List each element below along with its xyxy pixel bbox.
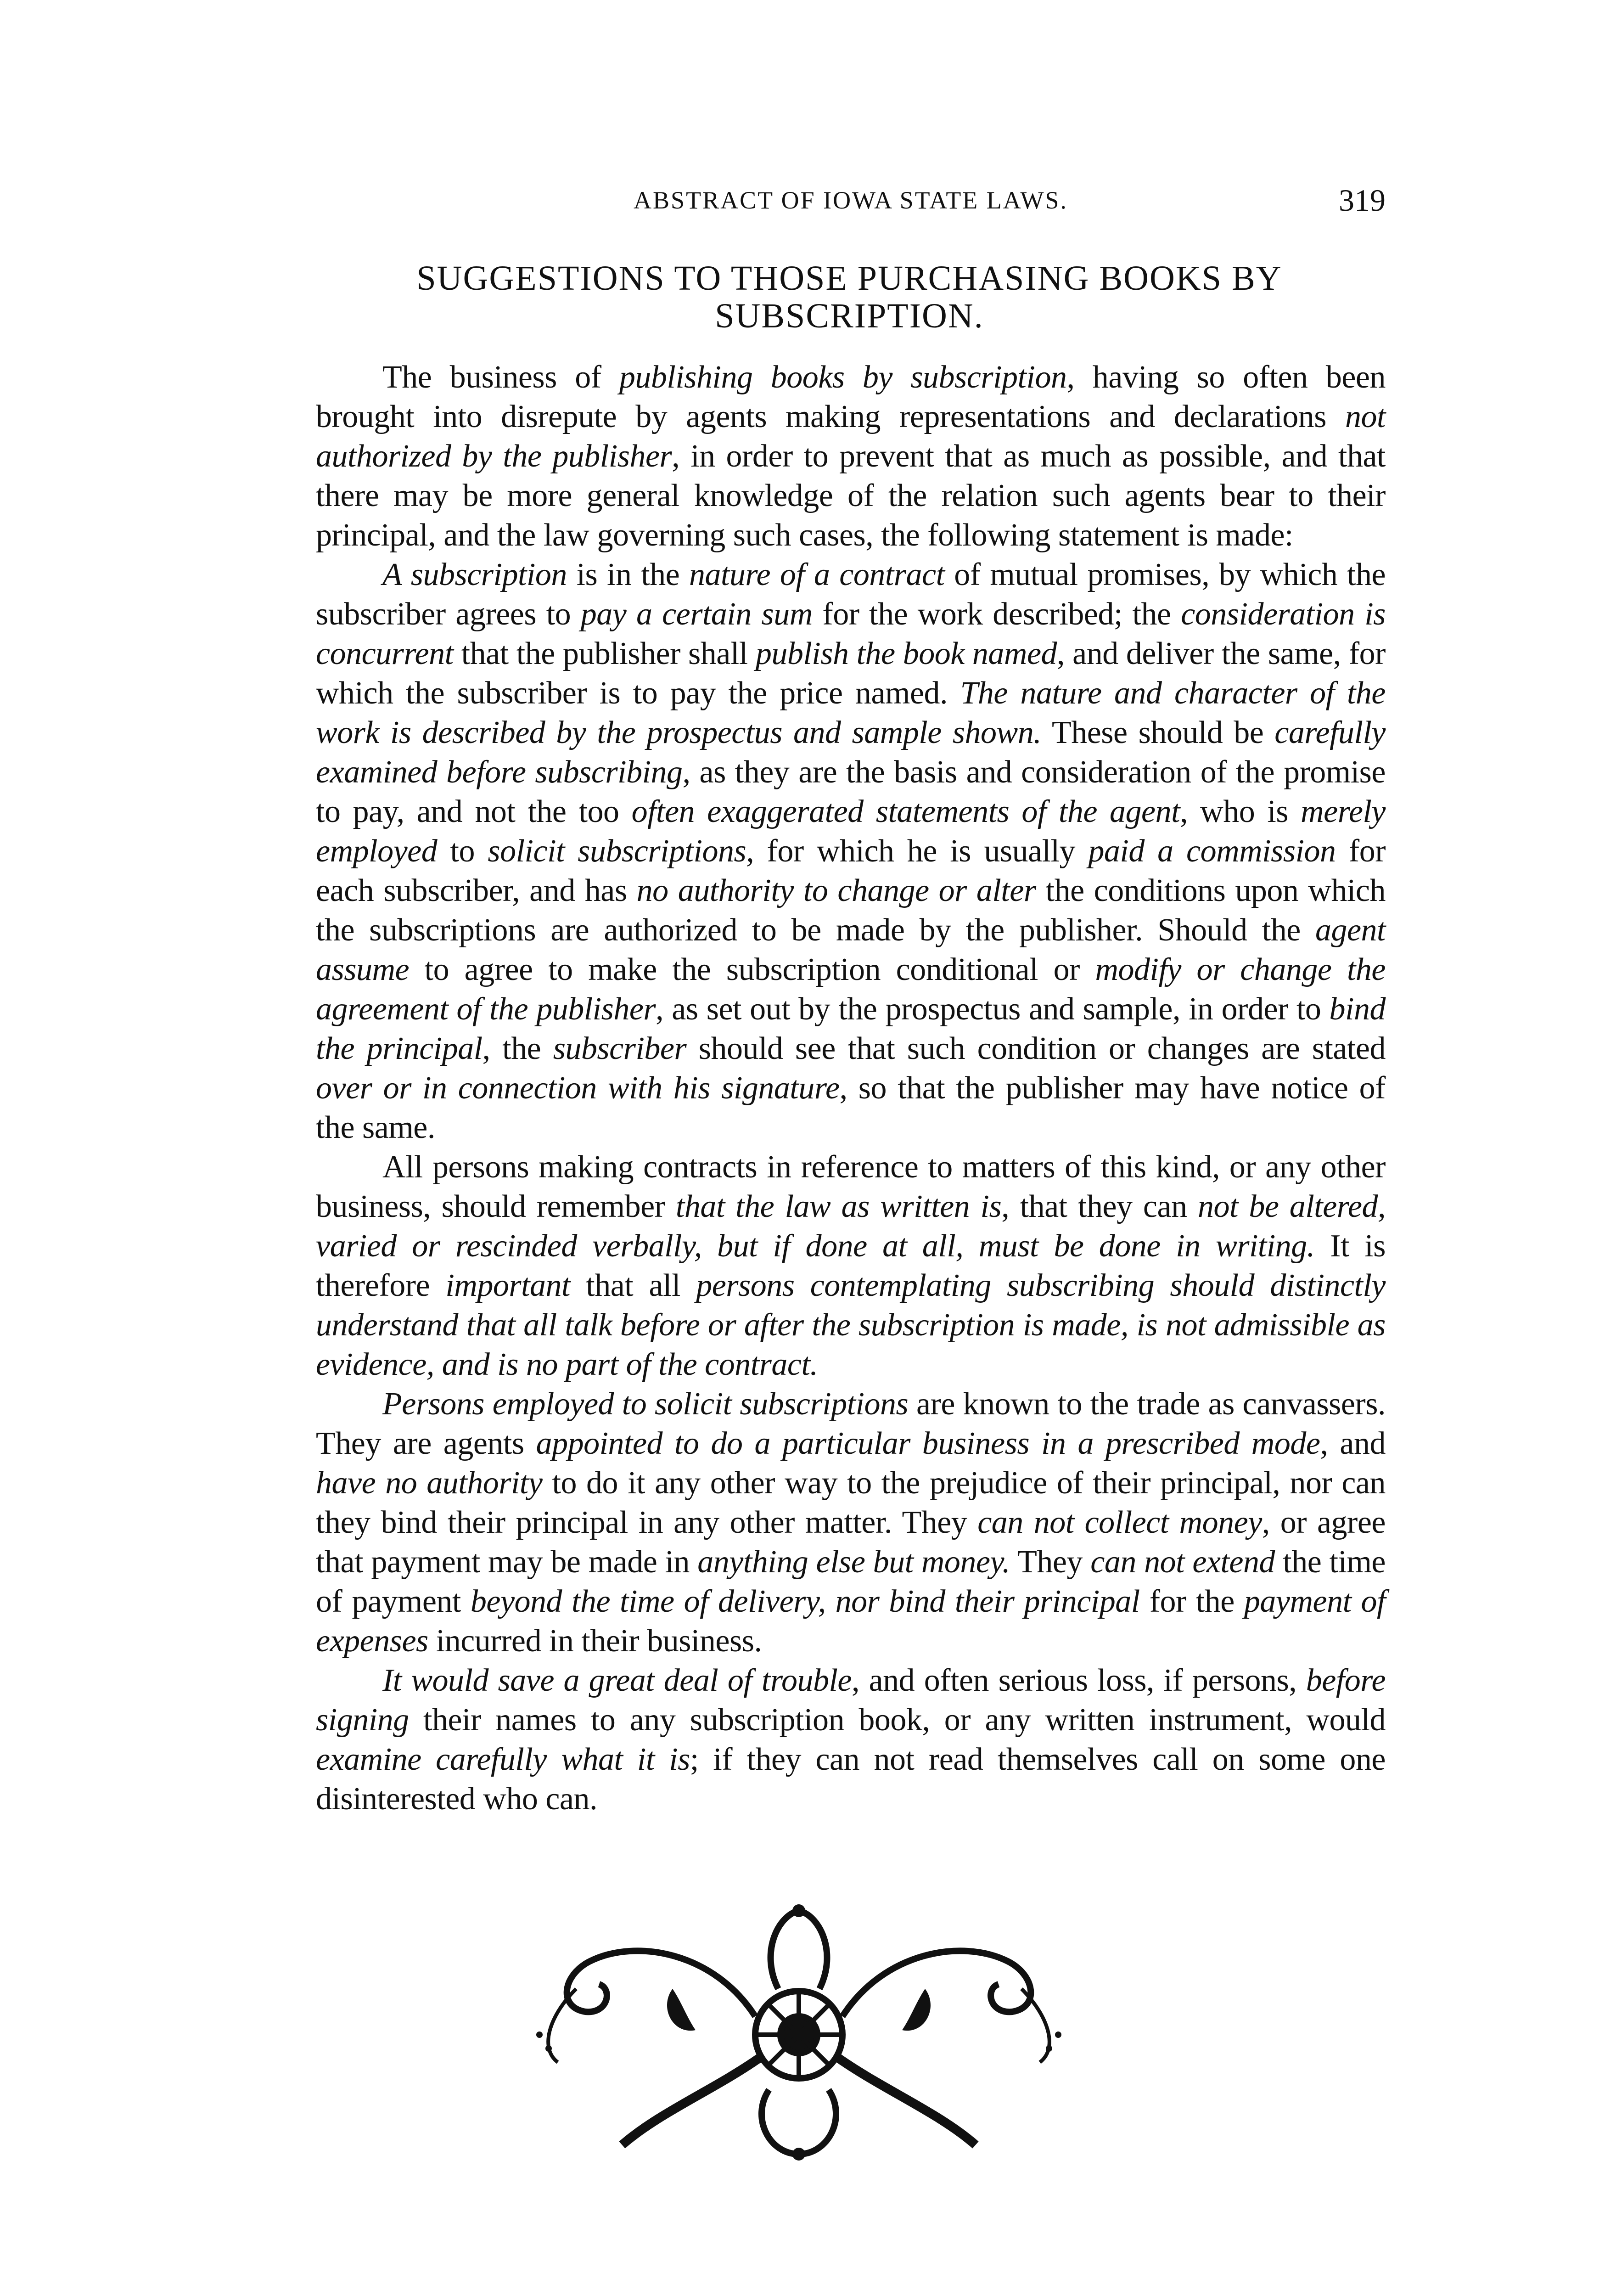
- text-run: , in order to prevent that as much as possible, and that there may be more general knowledge of the relation such agents bear to their principal, and the law governing such cases, the following statement is made:: [316, 439, 1386, 553]
- text-run: All persons making contracts in reference to matters of this kind, or any other business, should remember: [316, 1149, 1386, 1224]
- page-number: 319: [1339, 183, 1386, 218]
- text-run: the conditions upon which the subscriptions are authorized to be made by the publisher. Should the: [316, 873, 1386, 948]
- text-run: , the: [482, 1031, 553, 1066]
- emphasized-text: payment of expenses: [316, 1584, 1386, 1659]
- emphasized-text: The nature and character of the work is described by the prospectus and sample shown.: [316, 675, 1386, 750]
- emphasized-text: examine carefully what it is: [316, 1742, 690, 1777]
- text-run: , and often serious loss, if persons,: [852, 1663, 1306, 1698]
- emphasized-text: paid a commission: [1088, 833, 1336, 869]
- text-run: , who is: [1180, 794, 1301, 829]
- emphasized-text: appointed to do a particular business in a prescribed mode: [536, 1426, 1320, 1461]
- emphasized-text: carefully examined before subscribing: [316, 715, 1386, 790]
- text-run: for each subscriber, and has: [316, 833, 1386, 908]
- emphasized-text: before signing: [316, 1663, 1386, 1738]
- text-run: is in the: [567, 557, 689, 592]
- paragraph: [316, 358, 1386, 555]
- paragraph: [316, 1661, 1386, 1819]
- emphasized-text: merely employed: [316, 794, 1386, 869]
- emphasized-text: persons contemplating subscribing should distinctly understand that all talk before or after the subscription is made, is not admissible as evidence, and is no part of the contract.: [316, 1268, 1386, 1382]
- emphasized-text: solicit subscriptions: [488, 833, 746, 869]
- text-run: for the work described; the: [812, 597, 1181, 632]
- emphasized-text: subscriber: [553, 1031, 687, 1066]
- emphasized-text: Persons employed to solicit subscriptions: [382, 1386, 909, 1422]
- section-title: SUGGESTIONS TO THOSE PURCHASING BOOKS BY SUBSCRIPTION.: [416, 259, 1282, 335]
- text-run: , that they can: [1001, 1189, 1198, 1224]
- emphasized-text: that the law as written is: [675, 1189, 1002, 1224]
- emphasized-text: over or in connection with his signature: [316, 1070, 840, 1106]
- text-run: should see that such condition or changes are stated: [686, 1031, 1386, 1066]
- text-run: of mutual promises, by which the subscriber agrees to: [316, 557, 1386, 632]
- text-run: It is therefore: [316, 1228, 1386, 1303]
- emphasized-text: important: [445, 1268, 570, 1303]
- emphasized-text: It would save a great deal of trouble: [382, 1663, 852, 1698]
- paragraph: [316, 555, 1386, 1148]
- emphasized-text: publishing books by subscription: [619, 360, 1067, 395]
- emphasized-text: not be altered, varied or rescinded verbally, but if done at all, must be done in writing.: [316, 1189, 1386, 1264]
- decorative-ornament-icon: [521, 1897, 1077, 2163]
- paragraph: [316, 1148, 1386, 1384]
- emphasized-text: not authorized by the publisher: [316, 399, 1386, 474]
- text-run: , so that the publisher may have notice of the same.: [316, 1070, 1386, 1145]
- emphasized-text: beyond the time of delivery, nor bind their principal: [470, 1584, 1140, 1619]
- emphasized-text: modify or change the agreement of the publisher: [316, 952, 1386, 1027]
- emphasized-text: often exaggerated statements of the agent: [631, 794, 1180, 829]
- text-run: , as they are the basis and consideration of the promise to pay, and not the too: [316, 754, 1386, 829]
- emphasized-text: consideration is concurrent: [316, 597, 1386, 671]
- paragraph: [316, 1384, 1386, 1661]
- text-run: The business of: [382, 360, 619, 395]
- emphasized-text: have no authority: [316, 1465, 543, 1501]
- text-run: for the: [1139, 1584, 1244, 1619]
- text-run: that the publisher shall: [453, 636, 756, 671]
- text-run: , as set out by the prospectus and sample, in order to: [656, 991, 1330, 1027]
- emphasized-text: publish the book named: [755, 636, 1057, 671]
- text-run: ; if they can not read themselves call on some one disinterested who can.: [316, 1742, 1386, 1817]
- text-run: , and: [1320, 1426, 1386, 1461]
- text-run: that all: [570, 1268, 696, 1303]
- text-run: are known to the trade as canvassers. They are agents: [316, 1386, 1386, 1461]
- text-run: , or agree that payment may be made in: [316, 1505, 1386, 1580]
- text-run: the time of payment: [316, 1544, 1386, 1619]
- text-run: , for which he is usually: [746, 833, 1089, 869]
- emphasized-text: agent assume: [316, 912, 1386, 987]
- text-run: They: [1010, 1544, 1091, 1580]
- emphasized-text: A subscription: [382, 557, 567, 592]
- emphasized-text: can not collect money: [977, 1505, 1262, 1540]
- running-head: [316, 183, 1386, 223]
- text-run: to: [437, 833, 488, 869]
- text-run: their names to any subscription book, or any written instrument, would: [409, 1702, 1386, 1738]
- text-run: , and deliver the same, for which the subscriber is to pay the price named.: [316, 636, 1386, 711]
- emphasized-text: nature of a contract: [689, 557, 945, 592]
- text-run: to agree to make the subscription conditional or: [409, 952, 1095, 987]
- body-text: [316, 358, 1386, 1819]
- emphasized-text: no authority to change or alter: [636, 873, 1036, 908]
- text-run: to do it any other way to the prejudice of their principal, nor can they bind their principal in any other matter. They: [316, 1465, 1386, 1540]
- text-run: , having so often been brought into disrepute by agents making representations and declarations: [316, 360, 1386, 434]
- emphasized-text: anything else but money.: [697, 1544, 1010, 1580]
- emphasized-text: bind the principal: [316, 991, 1386, 1066]
- text-run: These should be: [1041, 715, 1275, 750]
- running-head-title: ABSTRACT OF IOWA STATE LAWS.: [634, 186, 1068, 214]
- emphasized-text: pay a certain sum: [580, 597, 813, 632]
- emphasized-text: can not extend: [1090, 1544, 1275, 1580]
- text-run: incurred in their business.: [428, 1623, 762, 1659]
